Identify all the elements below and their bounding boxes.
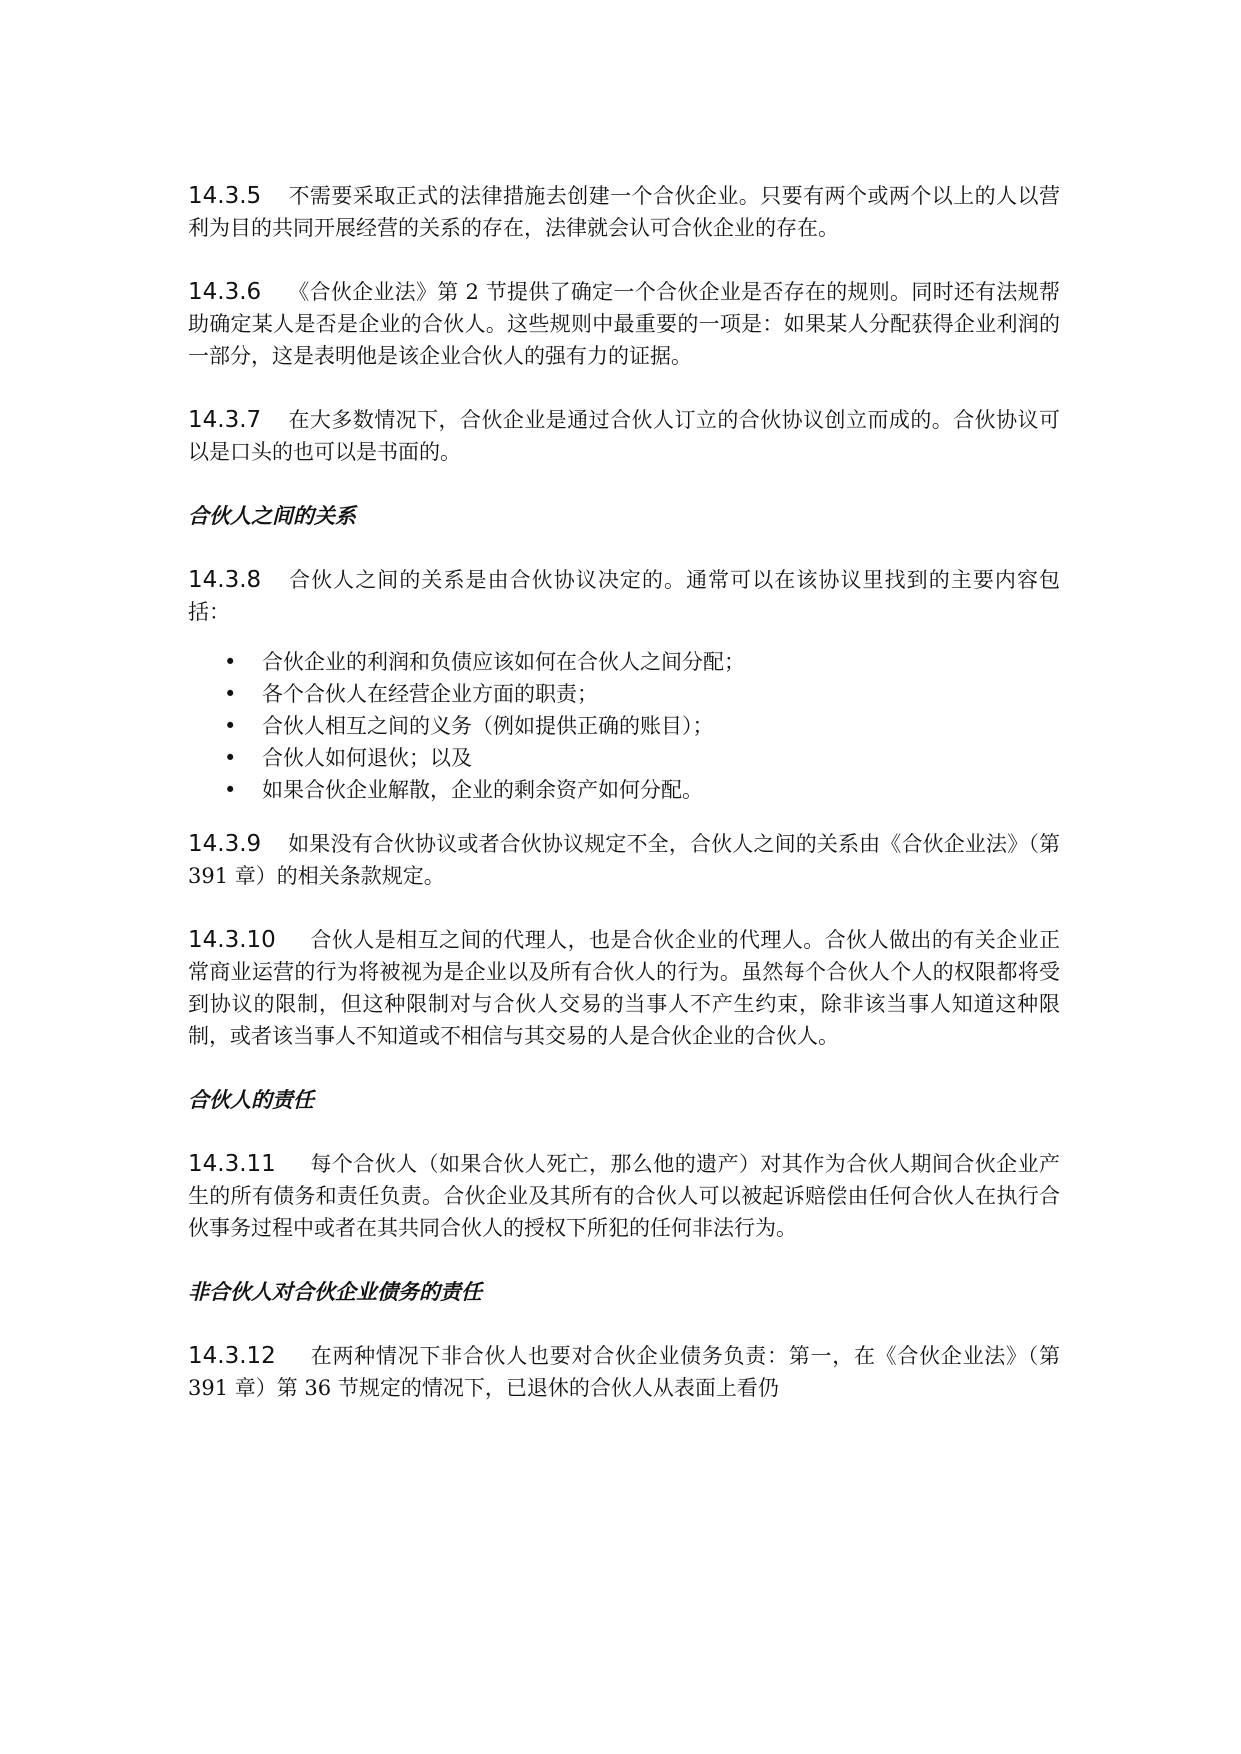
section-number: 14.3.8 [188,567,262,593]
paragraph-text: 每个合伙人（如果合伙人死亡，那么他的遗产）对其作为合伙人期间合伙企业产生的所有债务和责任负责。合伙企业及其所有的合伙人可以被起诉赔偿由任何合伙人在执行合伙事务过程中或者在其共同合伙人的授权下所犯的任何非法行为。 [188,1152,1060,1240]
paragraph-text: 《合伙企业法》第 2 节提供了确定一个合伙企业是否存在的规则。同时还有法规帮助确定某人是否是企业的合伙人。这些规则中最重要的一项是：如果某人分配获得企业利润的一部分，这是表明他是该企业合伙人的强有力的证据。 [188,280,1060,368]
list-item-text: 合伙企业的利润和负债应该如何在合伙人之间分配； [262,650,745,674]
bullet-icon: • [224,650,237,674]
paragraph-14-3-6 [188,276,1060,372]
list-item [188,646,1060,678]
paragraph-text: 如果没有合伙协议或者合伙协议规定不全，合伙人之间的关系由《合伙企业法》（第 391 章）的相关条款规定。 [188,832,1060,888]
bullet-icon: • [224,746,237,770]
section-heading-nonpartner-liability: 非合伙人对合伙企业债务的责任 [188,1279,482,1304]
paragraph-14-3-11 [188,1148,1060,1244]
paragraph-text: 合伙人是相互之间的代理人，也是合伙企业的代理人。合伙人做出的有关企业正常商业运营的行为将被视为是企业以及所有合伙人的行为。虽然每个合伙人个人的权限都将受到协议的限制，但这种限制对与合伙人交易的当事人不产生约束，除非该当事人知道这种限制，或者该当事人不知道或不相信与其交易的人是合伙企业的合伙人。 [188,928,1060,1048]
section-number: 14.3.10 [188,927,276,953]
list-item [188,710,1060,742]
paragraph-14-3-10 [188,924,1060,1052]
list-item [188,678,1060,710]
paragraph-text: 在大多数情况下，合伙企业是通过合伙人订立的合伙协议创立而成的。合伙协议可以是口头的也可以是书面的。 [188,408,1060,464]
list-item-text: 合伙人如何退伙；以及 [262,746,472,770]
bullet-list [188,646,1060,806]
paragraph-14-3-5 [188,180,1060,244]
section-number: 14.3.5 [188,183,262,209]
paragraph-14-3-8 [188,564,1060,628]
paragraph-14-3-12 [188,1340,1060,1404]
bullet-icon: • [224,714,237,738]
bullet-icon: • [224,778,237,802]
paragraph-text: 在两种情况下非合伙人也要对合伙企业债务负责：第一，在《合伙企业法》（第 391 章）第 36 节规定的情况下，已退休的合伙人从表面上看仍 [188,1344,1060,1400]
list-item-text: 各个合伙人在经营企业方面的职责； [262,682,598,706]
section-number: 14.3.11 [188,1151,276,1177]
section-heading-partner-liability: 合伙人的责任 [188,1087,314,1112]
section-heading-partner-relations: 合伙人之间的关系 [188,503,356,528]
list-item-text: 合伙人相互之间的义务（例如提供正确的账目）； [262,714,714,738]
list-item [188,774,1060,806]
bullet-icon: • [224,682,237,706]
section-number: 14.3.6 [188,279,262,305]
paragraph-14-3-9 [188,828,1060,892]
paragraph-text: 不需要采取正式的法律措施去创建一个合伙企业。只要有两个或两个以上的人以营利为目的共同开展经营的关系的存在，法律就会认可合伙企业的存在。 [188,184,1060,240]
paragraph-text: 合伙人之间的关系是由合伙协议决定的。通常可以在该协议里找到的主要内容包括： [188,568,1060,624]
list-item-text: 如果合伙企业解散，企业的剩余资产如何分配。 [262,778,703,802]
document-page [188,180,1060,1436]
section-number: 14.3.12 [188,1343,276,1369]
section-number: 14.3.7 [188,407,262,433]
paragraph-14-3-7 [188,404,1060,468]
section-number: 14.3.9 [188,831,262,857]
list-item [188,742,1060,774]
